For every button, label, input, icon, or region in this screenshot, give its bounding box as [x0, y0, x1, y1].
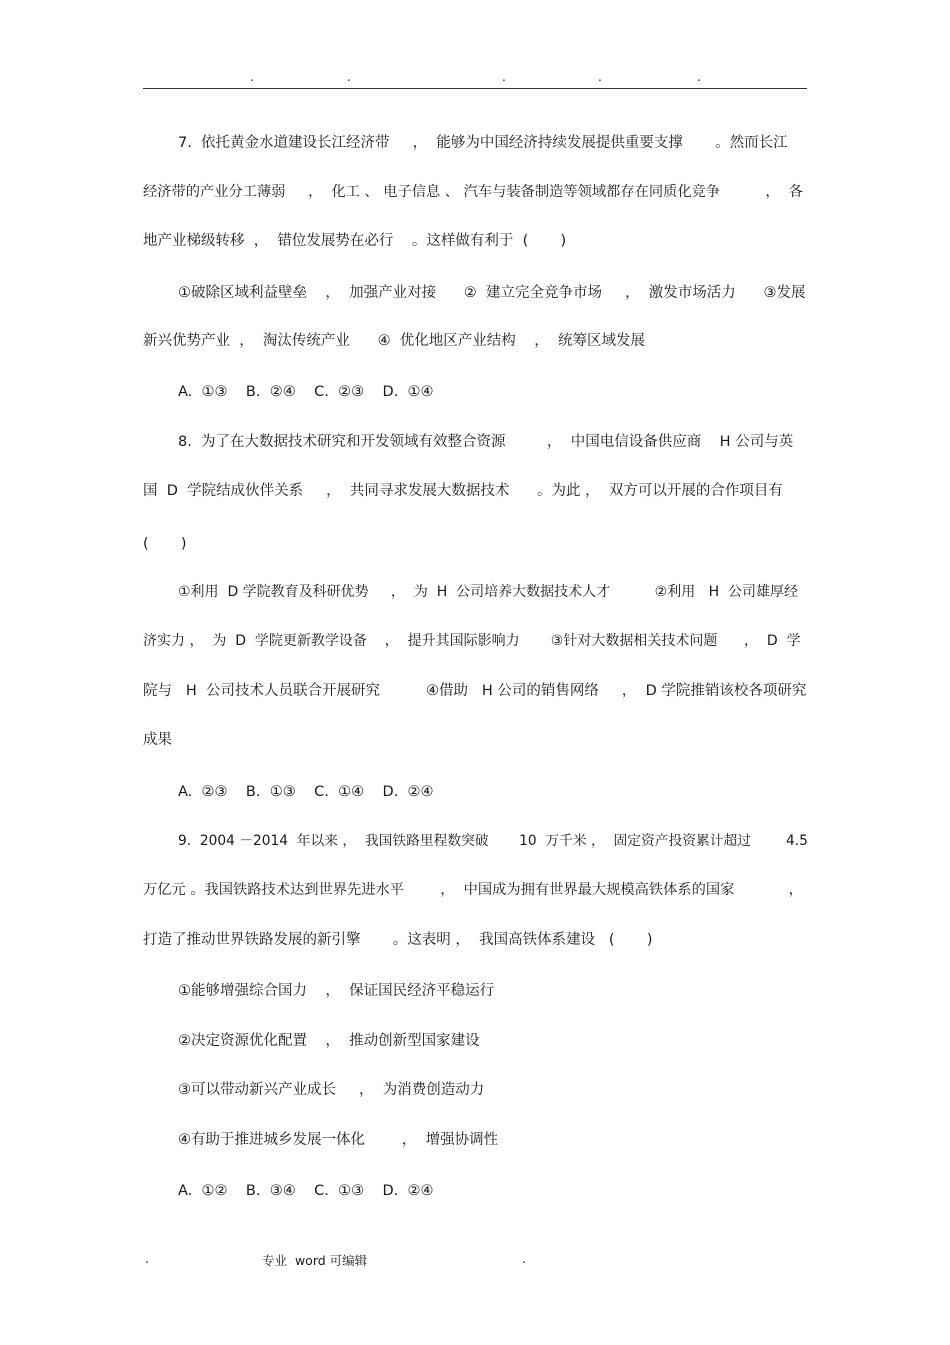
answer-options: A. ①③ B. ②④ C. ②③ D. ①④ [178, 384, 434, 400]
question-line: 打造了推动世界铁路发展的新引擎 。这表明 ， 我国高铁体系建设 ( ) [143, 932, 653, 948]
answer-options: A. ①② B. ③④ C. ①③ D. ②④ [178, 1183, 434, 1199]
question-line: 8. 为了在大数据技术研究和开发领域有效整合资源 ， 中国电信设备供应商 H 公司与英 [178, 434, 794, 450]
footer-left-dot: . [145, 1251, 149, 1266]
question-line: ①利用 D 学院教育及科研优势 ， 为 H 公司培养大数据技术人才 ②利用 H 公司雄厚经 [178, 584, 798, 600]
page-header-dots [0, 70, 950, 84]
question-line: 济实力 ， 为 D 学院更新教学设备 ， 提升其国际影响力 ③针对大数据相关技术问题 ， D 学 [143, 633, 801, 649]
question-line: 7. 依托黄金水道建设长江经济带 ， 能够为中国经济持续发展提供重要支撑 。然而长江 [178, 135, 788, 151]
header-dot: . [502, 70, 506, 84]
header-dot: . [347, 70, 351, 84]
question-line: ( ) [143, 536, 187, 552]
question-line: 成果 [143, 732, 172, 748]
footer-right-dot: . [522, 1251, 526, 1266]
question-line: 经济带的产业分工薄弱 ， 化工 、 电子信息 、 汽车与装备制造等领域都存在同质化竞争 ， 各 [143, 184, 803, 200]
question-line: 地产业梯级转移 ， 错位发展势在必行 。这样做有利于 ( ) [143, 233, 567, 249]
question-line: 国 D 学院结成伙伴关系 ， 共同寻求发展大数据技术 。为此 ， 双方可以开展的合作项目有 [143, 483, 783, 499]
question-line: 9. 2004 －2014 年以来 ， 我国铁路里程数突破 10 万千米 ， 固定资产投资累计超过 4.5 [178, 833, 808, 849]
header-dot: . [697, 70, 701, 84]
header-dot: . [250, 70, 254, 84]
footer-text: 专业 word 可编辑 [262, 1253, 368, 1268]
header-rule [143, 88, 807, 89]
header-dot: . [598, 70, 602, 84]
question-line: ③可以带动新兴产业成长 ， 为消费创造动力 [178, 1082, 485, 1098]
question-line: 万亿元 。我国铁路技术达到世界先进水平 ， 中国成为拥有世界最大规模高铁体系的国家 ， [143, 882, 803, 898]
question-line: ①能够增强综合国力 ， 保证国民经济平稳运行 [178, 983, 495, 999]
question-line: 新兴优势产业 ， 淘汰传统产业 ④ 优化地区产业结构 ， 统筹区域发展 [143, 333, 645, 349]
question-line: ①破除区域利益壁垒 ， 加强产业对接 ② 建立完全竞争市场 ， 激发市场活力 ③发展 [178, 285, 806, 301]
answer-options: A. ②③ B. ①③ C. ①④ D. ②④ [178, 784, 434, 800]
question-line: ②决定资源优化配置 ， 推动创新型国家建设 [178, 1033, 480, 1049]
question-line: 院与 H 公司技术人员联合开展研究 ④借助 H 公司的销售网络 ， D 学院推销该校各项研究 [143, 683, 807, 699]
question-line: ④有助于推进城乡发展一体化 ， 增强协调性 [178, 1132, 499, 1148]
